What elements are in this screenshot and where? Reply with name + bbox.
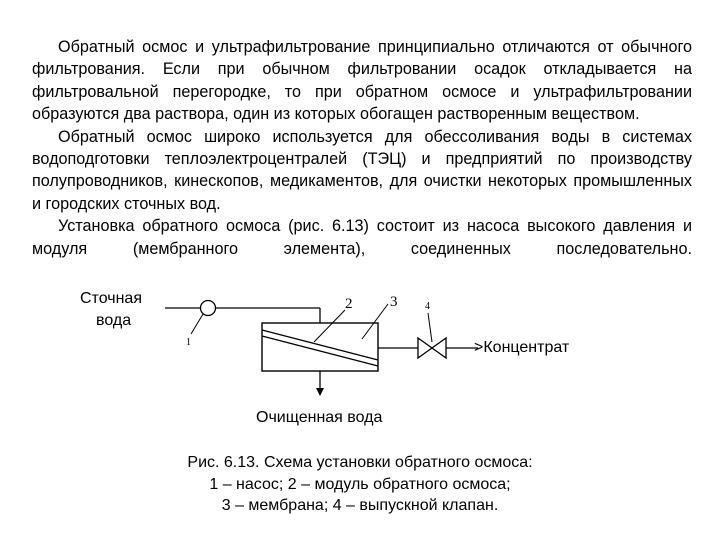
pump-leader-line	[191, 314, 203, 334]
valve-number: 4	[425, 301, 430, 312]
paragraph-1: Обратный осмос и ультрафильтрование принципиально отличаются от обычного фильтрования. Если при обычном фильтровании осадок откладывается на фильтровальной перегородке, то при обратном осмосе и ультрафильтровании образуются два раствора, один из которых обогащен растворенным веществом.	[32, 38, 692, 124]
figure-caption	[120, 452, 600, 517]
module-number: 2	[345, 296, 353, 312]
inlet-label-line2: вода	[96, 312, 132, 329]
valve-leader-line	[428, 313, 432, 342]
caption-line-2: 1 – насос; 2 – модуль обратного осмоса;	[209, 475, 511, 493]
pump-icon	[201, 301, 216, 316]
osmosis-module	[262, 323, 378, 371]
caption-line-3: 3 – мембрана; 4 – выпускной клапан.	[221, 497, 499, 514]
paragraph-3: Установка обратного осмоса (рис. 6.13) состоит из насоса высокого давления и модуля (мембранного элемента), соединенных последовательно.	[32, 217, 692, 258]
caption-line-1: Рис. 6.13. Схема установки обратного осмоса:	[187, 454, 533, 471]
purified-water-label: Очищенная вода	[256, 409, 383, 426]
pump-number: 1	[186, 337, 191, 348]
membrane-number: 3	[390, 294, 398, 310]
inlet-label-line1: Сточная	[80, 290, 142, 307]
concentrate-label: >Концентрат	[474, 339, 570, 356]
paragraph-2: Обратный осмос широко используется для обессоливания воды в системах водоподготовки теплоэлектроцентралей (ТЭЦ) и предприятий по производству полупроводников, кинескопов, медикаментов, для очистки некоторых промышленных и городских сточных вод.	[32, 127, 692, 213]
